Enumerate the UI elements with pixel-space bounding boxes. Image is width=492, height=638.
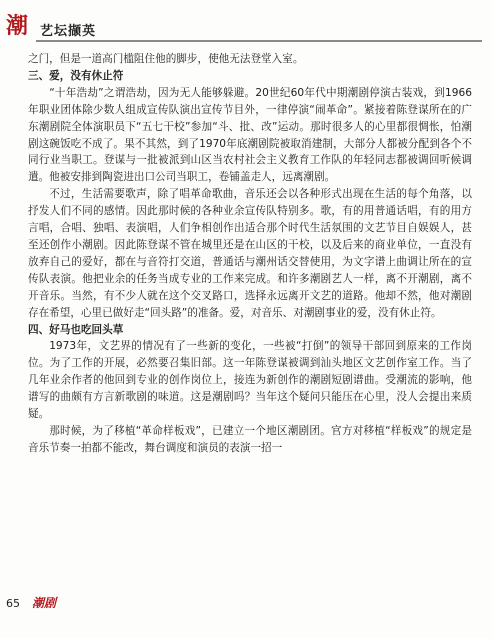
section-heading-3: 三、爱，没有休止符 bbox=[28, 69, 124, 82]
page-header bbox=[0, 0, 492, 46]
page-number: 65 bbox=[6, 597, 20, 610]
chao-logo-icon: 潮 bbox=[5, 13, 28, 39]
section-title: 艺坛撷英 bbox=[40, 24, 97, 39]
paragraph: 1973年，文艺界的情况有了一些新的变化，一些被“打倒”的领导干部回到原来的工作岗位。为了工作的开展，必然要召集旧部。这一年陈登谋被调到汕头地区文艺创作室工作。当了几年业余作者的他回到专业的创作岗位上，接连为新创作的潮剧短剧谱曲。受潮流的影响，他谱写的曲颇有方言新歌剧的味道。这是潮剧吗？当年这个疑问只能压在心里，没人会提出来质疑。 bbox=[28, 340, 472, 421]
header-divider bbox=[36, 40, 482, 42]
article-body bbox=[28, 51, 472, 457]
section-heading-4: 四、好马也吃回头草 bbox=[28, 323, 124, 336]
paragraph-continued: 之门，但是一道高门槛阻住他的脚步，使他无法登堂入室。 bbox=[28, 53, 304, 65]
paragraph: 不过，生活需要歌声，除了唱革命歌曲，音乐还会以各种形式出现在生活的每个角落，以抒发人们不同的感情。因此那时候的各种业余宣传队特别多。歌，有的用普通话唱，有的用方言唱，合唱、独唱、表演唱，人们争相创作出适合那个时代生活氛围的文艺节目自娱娱人，甚至还创作小潮剧。因此陈登谋不管在城里还是在山区的干校，以及后来的商业单位，一直没有放弃自己的爱好，都在与音符打交道，普通话与潮州话交替使用，为文字谱上曲调让所在的宣传队表演。他把业余的任务当成专业的工作来完成。和许多潮剧艺人一样，离不开潮剧，离不开音乐。当然，有不少人就在这个交叉路口，选择永远离开文艺的道路。他却不然，他对潮剧存在希望，心里已做好走“回头路”的准备。爱，对音乐、对潮剧事业的爱，没有休止符。 bbox=[28, 188, 472, 319]
paragraph: “十年浩劫”之谓浩劫，因为无人能够躲避。20世纪60年代中期潮剧停演古装戏，到1966年职业团体除少数人组成宣传队演出宣传节目外，一律停演“闹革命”。紧接着陈登谋所在的广东潮剧院全体演职员下“五七干校”参加“斗、批、改”运动。那时很多人的心里都很惆怅，怕潮剧这碗饭吃不成了。果不其然，到了1970年底潮剧院被取消建制，大部分人都被分配到各个不同行业当职工。登谋与一批被派到山区当农村社会主义教育工作队的年轻同志都被调回听候调遣。他被安排到陶瓷进出口公司当职工，卷铺盖走人，远离潮剧。 bbox=[28, 86, 472, 184]
journal-logo: 潮剧 bbox=[32, 596, 57, 610]
paragraph: 那时候，为了移植“革命样板戏”，已建立一个地区潮剧团。官方对移植“样板戏”的规定是音乐节奏一拍都不能改，舞台调度和演员的表演一招一 bbox=[28, 424, 472, 454]
